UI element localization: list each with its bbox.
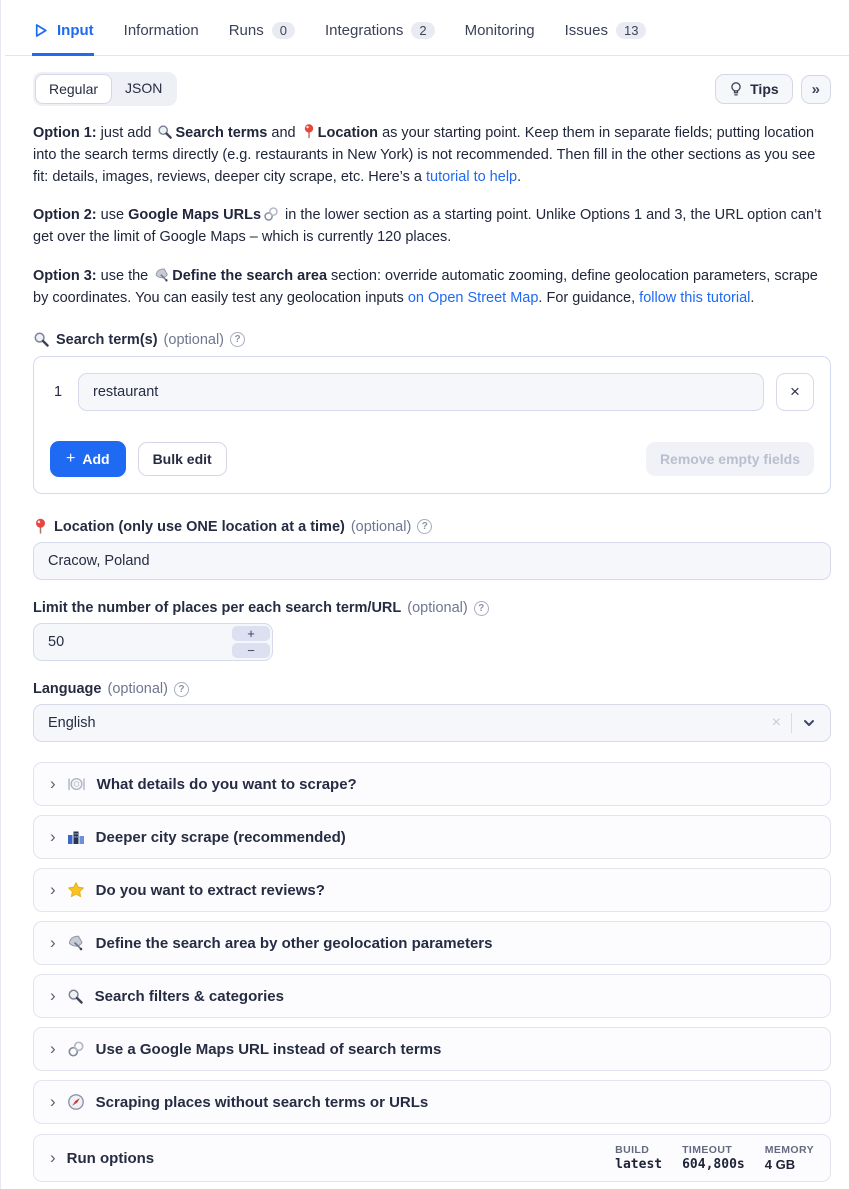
option-2-paragraph: Option 2: use Google Maps URLs in the lower section as a starting point. Unlike Options 1 and 3, the URL option can’t get over the limit of Google Maps – which is currently 120 places. (33, 207, 822, 245)
tab-label: Input (57, 22, 94, 39)
section-maps-url[interactable]: › Use a Google Maps URL instead of search terms (33, 1027, 831, 1071)
link-icon (67, 1040, 85, 1058)
section-run-options[interactable]: › Run options BUILD latest TIMEOUT 604,800s MEMORY 4 GB (33, 1134, 831, 1182)
magnifier-icon (157, 124, 173, 140)
tab-issues[interactable] (565, 22, 647, 56)
language-value: English (48, 715, 96, 732)
help-icon[interactable]: ? (230, 332, 245, 347)
link-icon (263, 206, 279, 222)
plate-utensils-icon (67, 775, 86, 793)
tutorial-link[interactable]: tutorial to help (426, 168, 518, 185)
max-places-label: Limit the number of places per each search term/URL (optional) ? (33, 600, 831, 616)
tab-information[interactable] (124, 22, 199, 56)
option-1-paragraph: Option 1: just add Search terms and Location as your starting point. Keep them in separate fields; putting location into the search terms directly (e.g. restaurants in New York) is not recommended. Then fill in the other sections as you see fit: details, images, reviews, deeper city scrape, etc. Here’s a tutorial to help. (33, 125, 816, 185)
geolocation-tutorial-link[interactable]: follow this tutorial (639, 289, 751, 306)
help-icon[interactable]: ? (174, 682, 189, 697)
section-search-area[interactable]: › Define the search area by other geolocation parameters (33, 921, 831, 965)
tab-label: Information (123, 22, 199, 39)
issues-count-badge: 13 (616, 22, 646, 39)
runs-count-badge: 0 (272, 22, 295, 39)
section-no-search-terms[interactable]: › Scraping places without search terms or URLs (33, 1080, 831, 1124)
chevron-right-icon: › (50, 1091, 56, 1111)
help-icon[interactable]: ? (474, 601, 489, 616)
decrement-button[interactable]: − (232, 643, 270, 658)
row-index: 1 (53, 384, 63, 401)
section-search-filters[interactable]: › Search filters & categories (33, 974, 831, 1018)
stepper-buttons (232, 626, 270, 658)
view-mode-regular[interactable]: Regular (35, 74, 112, 104)
tab-monitoring[interactable] (465, 22, 535, 56)
select-controls (772, 713, 816, 733)
chevron-right-icon: › (50, 1038, 56, 1058)
collapse-panel-button[interactable] (801, 75, 831, 104)
input-toolbar (33, 72, 831, 106)
clear-icon[interactable]: × (771, 714, 781, 732)
search-term-input[interactable] (78, 373, 764, 411)
increment-button[interactable]: + (232, 626, 270, 641)
toolbar-right (715, 74, 831, 104)
tab-input[interactable] (32, 22, 94, 56)
option-3-lead: Option 3: (33, 267, 97, 284)
tab-runs[interactable] (229, 22, 295, 56)
tab-label: Monitoring (464, 22, 535, 39)
double-chevron-right-icon: » (811, 80, 820, 98)
option-3-paragraph: Option 3: use the Define the search area section: override automatic zooming, define geolocation parameters, scrape by coordinates. You can easily test any geolocation inputs on Open Street Map. For guidance, follow this tutorial. (33, 267, 818, 306)
language-select[interactable] (33, 704, 831, 742)
location-label: Location (only use ONE location at a time) (optional) ? (33, 518, 831, 535)
satellite-antenna-icon (67, 934, 85, 952)
chevron-right-icon: › (50, 1147, 56, 1167)
view-mode-json[interactable]: JSON (125, 80, 163, 96)
tips-label: Tips (750, 81, 779, 97)
section-reviews[interactable]: › Do you want to extract reviews? (33, 868, 831, 912)
section-deeper-city-scrape[interactable]: › Deeper city scrape (recommended) (33, 815, 831, 859)
integrations-count-badge: 2 (411, 22, 434, 39)
tab-label: Runs (228, 22, 264, 39)
section-details[interactable]: › What details do you want to scrape? (33, 762, 831, 806)
run-options-stats (615, 1144, 814, 1172)
magnifier-icon (33, 331, 50, 348)
compass-icon (67, 1093, 85, 1111)
location-pin-icon (302, 123, 316, 140)
bulk-edit-button[interactable]: Bulk edit (138, 442, 227, 476)
max-places-stepper (33, 623, 273, 661)
tab-label: Integrations (324, 22, 404, 39)
magnifier-icon (67, 988, 84, 1005)
help-icon[interactable]: ? (417, 519, 432, 534)
tab-integrations[interactable] (325, 22, 435, 56)
close-icon: × (790, 382, 800, 402)
satellite-antenna-icon (154, 267, 170, 283)
timeout-stat: TIMEOUT 604,800s (682, 1144, 745, 1173)
tab-bar (5, 0, 849, 56)
chevron-right-icon: › (50, 932, 56, 952)
build-stat: BUILD latest (615, 1144, 663, 1173)
lightbulb-icon (729, 81, 743, 97)
view-mode-toggle (33, 72, 177, 106)
option-2-lead: Option 2: (33, 207, 97, 224)
location-input[interactable] (33, 542, 831, 580)
chevron-right-icon: › (50, 879, 56, 899)
chevron-right-icon: › (50, 985, 56, 1005)
chevron-right-icon: › (50, 773, 56, 793)
memory-stat: MEMORY 4 GB (764, 1144, 814, 1173)
play-icon (32, 22, 49, 39)
star-icon (67, 881, 85, 899)
remove-empty-fields-button[interactable]: Remove empty fields (646, 442, 814, 476)
divider (791, 713, 792, 733)
add-term-button[interactable]: + Add (50, 441, 126, 477)
open-street-map-link[interactable]: on Open Street Map (407, 289, 539, 306)
chevron-down-icon (802, 716, 816, 730)
language-label: Language (optional) ? (33, 681, 831, 697)
remove-row-button[interactable] (776, 373, 814, 411)
search-terms-label: Search term(s) (optional) ? (33, 331, 831, 348)
search-terms-actions (50, 441, 814, 477)
tab-label: Issues (564, 22, 608, 39)
chevron-right-icon: › (50, 826, 56, 846)
cityscape-icon (67, 828, 85, 846)
search-term-row (50, 373, 814, 411)
location-pin-icon (33, 518, 48, 535)
option-1-lead: Option 1: (33, 125, 97, 141)
plus-icon: + (66, 450, 76, 468)
search-terms-card (33, 356, 831, 494)
tips-button[interactable] (715, 74, 793, 104)
